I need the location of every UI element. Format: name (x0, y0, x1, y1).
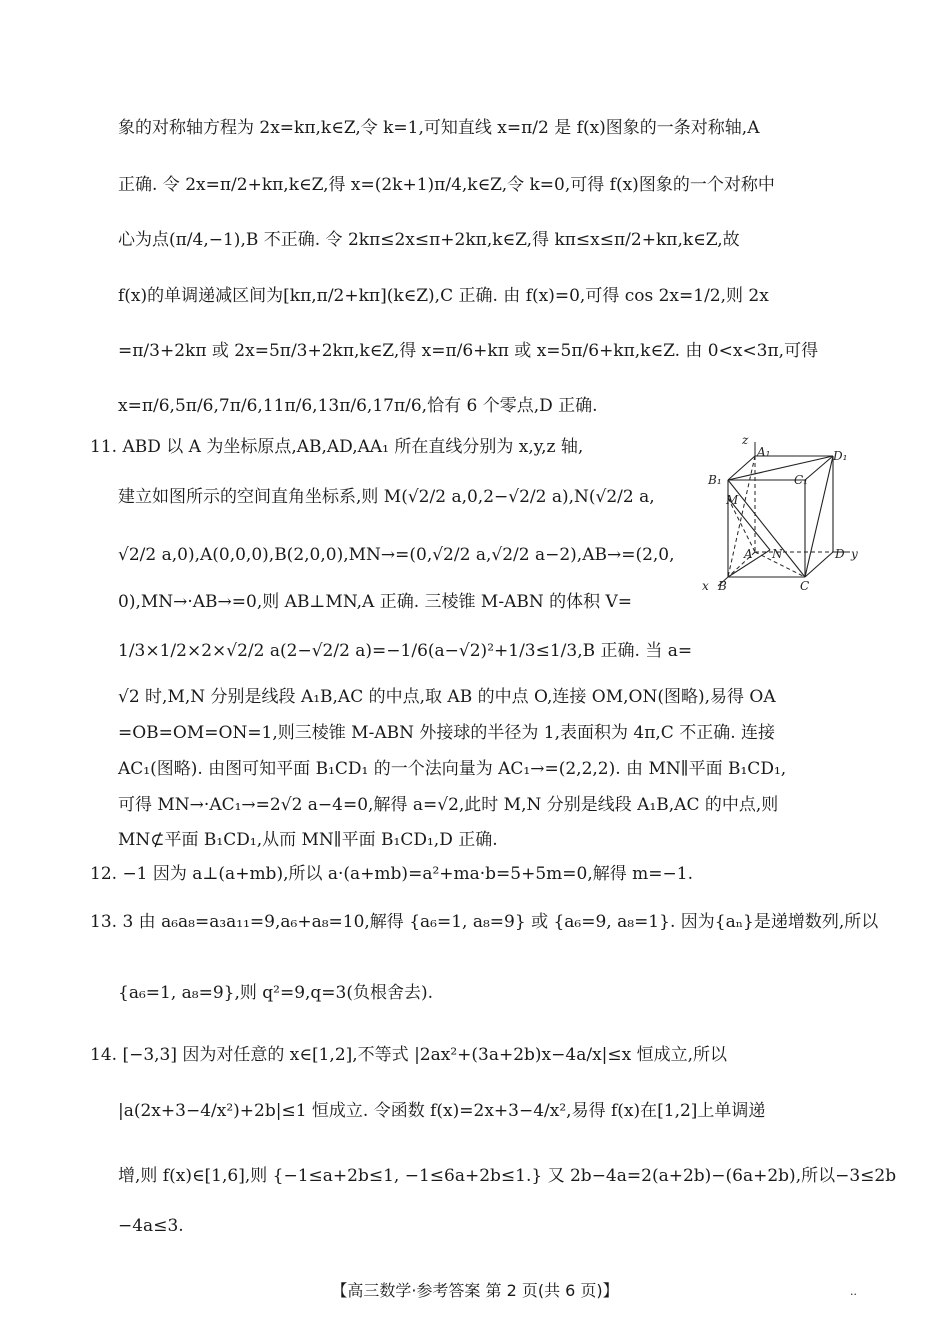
q11-line: =OB=OM=ON=1,则三棱锥 M-ABN 外接球的半径为 1,表面积为 4π,C 不正确. 连接 (118, 723, 776, 743)
q14-line: 增,则 f(x)∈[1,6],则 {−1≤a+2b≤1, −1≤6a+2b≤1.} 又 2b−4a=2(a+2b)−(6a+2b),所以−3≤2b (118, 1166, 897, 1186)
q11-line: 建立如图所示的空间直角坐标系,则 M(√2/2 a,0,2−√2/2 a),N(√2/2 a, (118, 487, 655, 507)
fig-label: B (718, 579, 727, 593)
q14-line: |a(2x+3−4/x²)+2b|≤1 恒成立. 令函数 f(x)=2x+3−4/x²,易得 f(x)在[1,2]上单调递 (118, 1101, 766, 1121)
q11-line: 11. ABD 以 A 为坐标原点,AB,AD,AA₁ 所在直线分别为 x,y,z 轴, (90, 437, 584, 457)
q11-line: AC₁(图略). 由图可知平面 B₁CD₁ 的一个法向量为 AC₁→=(2,2,2). 由 MN∥平面 B₁CD₁, (118, 759, 787, 779)
fig-label: z (742, 433, 749, 447)
text-line: f(x)的单调递减区间为[kπ,π/2+kπ](k∈Z),C 正确. 由 f(x)=0,可得 cos 2x=1/2,则 2x (118, 286, 769, 306)
fig-label: B₁ (708, 473, 722, 487)
corner-mark: ·· (850, 1288, 857, 1301)
q13-line: 13. 3 由 a₆a₈=a₃a₁₁=9,a₆+a₈=10,解得 {a₆=1, a₈=9} 或 {a₆=9, a₈=1}. 因为{aₙ}是递增数列,所以 (90, 912, 879, 932)
fig-label: y (851, 547, 858, 561)
q14-line: −4a≤3. (118, 1216, 184, 1236)
fig-label: C₁ (794, 473, 808, 487)
page-footer: 【高三数学·参考答案 第 2 页(共 6 页)】 (331, 1281, 619, 1300)
q11-line: √2/2 a,0),A(0,0,0),B(2,0,0),MN→=(0,√2/2 a,√2/2 a−2),AB→=(2,0, (118, 545, 675, 565)
fig-label: A (744, 547, 753, 561)
q11-line: √2 时,M,N 分别是线段 A₁B,AC 的中点,取 AB 的中点 O,连接 OM,ON(图略),易得 OA (118, 687, 776, 707)
q14-line: 14. [−3,3] 因为对任意的 x∈[1,2],不等式 |2ax²+(3a+2b)x−4a/x|≤x 恒成立,所以 (90, 1045, 728, 1065)
fig-label: x (702, 579, 709, 593)
text-line: =π/3+2kπ 或 2x=5π/3+2kπ,k∈Z,得 x=π/6+kπ 或 x=5π/6+kπ,k∈Z. 由 0<x<3π,可得 (118, 341, 819, 361)
text-line: 象的对称轴方程为 2x=kπ,k∈Z,令 k=1,可知直线 x=π/2 是 f(x)图象的一条对称轴,A (118, 118, 760, 138)
fig-label: N (772, 547, 783, 561)
fig-label: M (726, 493, 739, 507)
fig-label: D (835, 547, 845, 561)
text-line: 正确. 令 2x=π/2+kπ,k∈Z,得 x=(2k+1)π/4,k∈Z,令 k=0,可得 f(x)图象的一个对称中 (118, 175, 775, 195)
text-line: x=π/6,5π/6,7π/6,11π/6,13π/6,17π/6,恰有 6 个零点,D 正确. (118, 396, 598, 416)
q11-line: 1/3×1/2×2×√2/2 a(2−√2/2 a)=−1/6(a−√2)²+1/3≤1/3,B 正确. 当 a= (118, 641, 693, 661)
q12-line: 12. −1 因为 a⊥(a+mb),所以 a·(a+mb)=a²+ma·b=5+5m=0,解得 m=−1. (90, 864, 693, 884)
q11-line: 可得 MN→·AC₁→=2√2 a−4=0,解得 a=√2,此时 M,N 分别是线段 A₁B,AC 的中点,则 (118, 795, 779, 815)
fig-label: C (800, 579, 810, 593)
q13-line: {a₆=1, a₈=9},则 q²=9,q=3(负根舍去). (118, 983, 434, 1003)
fig-label: A₁ (757, 445, 771, 459)
fig-label: D₁ (833, 449, 848, 463)
text-line: 心为点(π/4,−1),B 不正确. 令 2kπ≤2x≤π+2kπ,k∈Z,得 kπ≤x≤π/2+kπ,k∈Z,故 (118, 230, 740, 250)
q11-line: 0),MN→·AB→=0,则 AB⊥MN,A 正确. 三棱锥 M-ABN 的体积 V= (118, 592, 633, 612)
q11-line: MN⊄平面 B₁CD₁,从而 MN∥平面 B₁CD₁,D 正确. (118, 830, 498, 850)
cube-figure (700, 432, 860, 594)
